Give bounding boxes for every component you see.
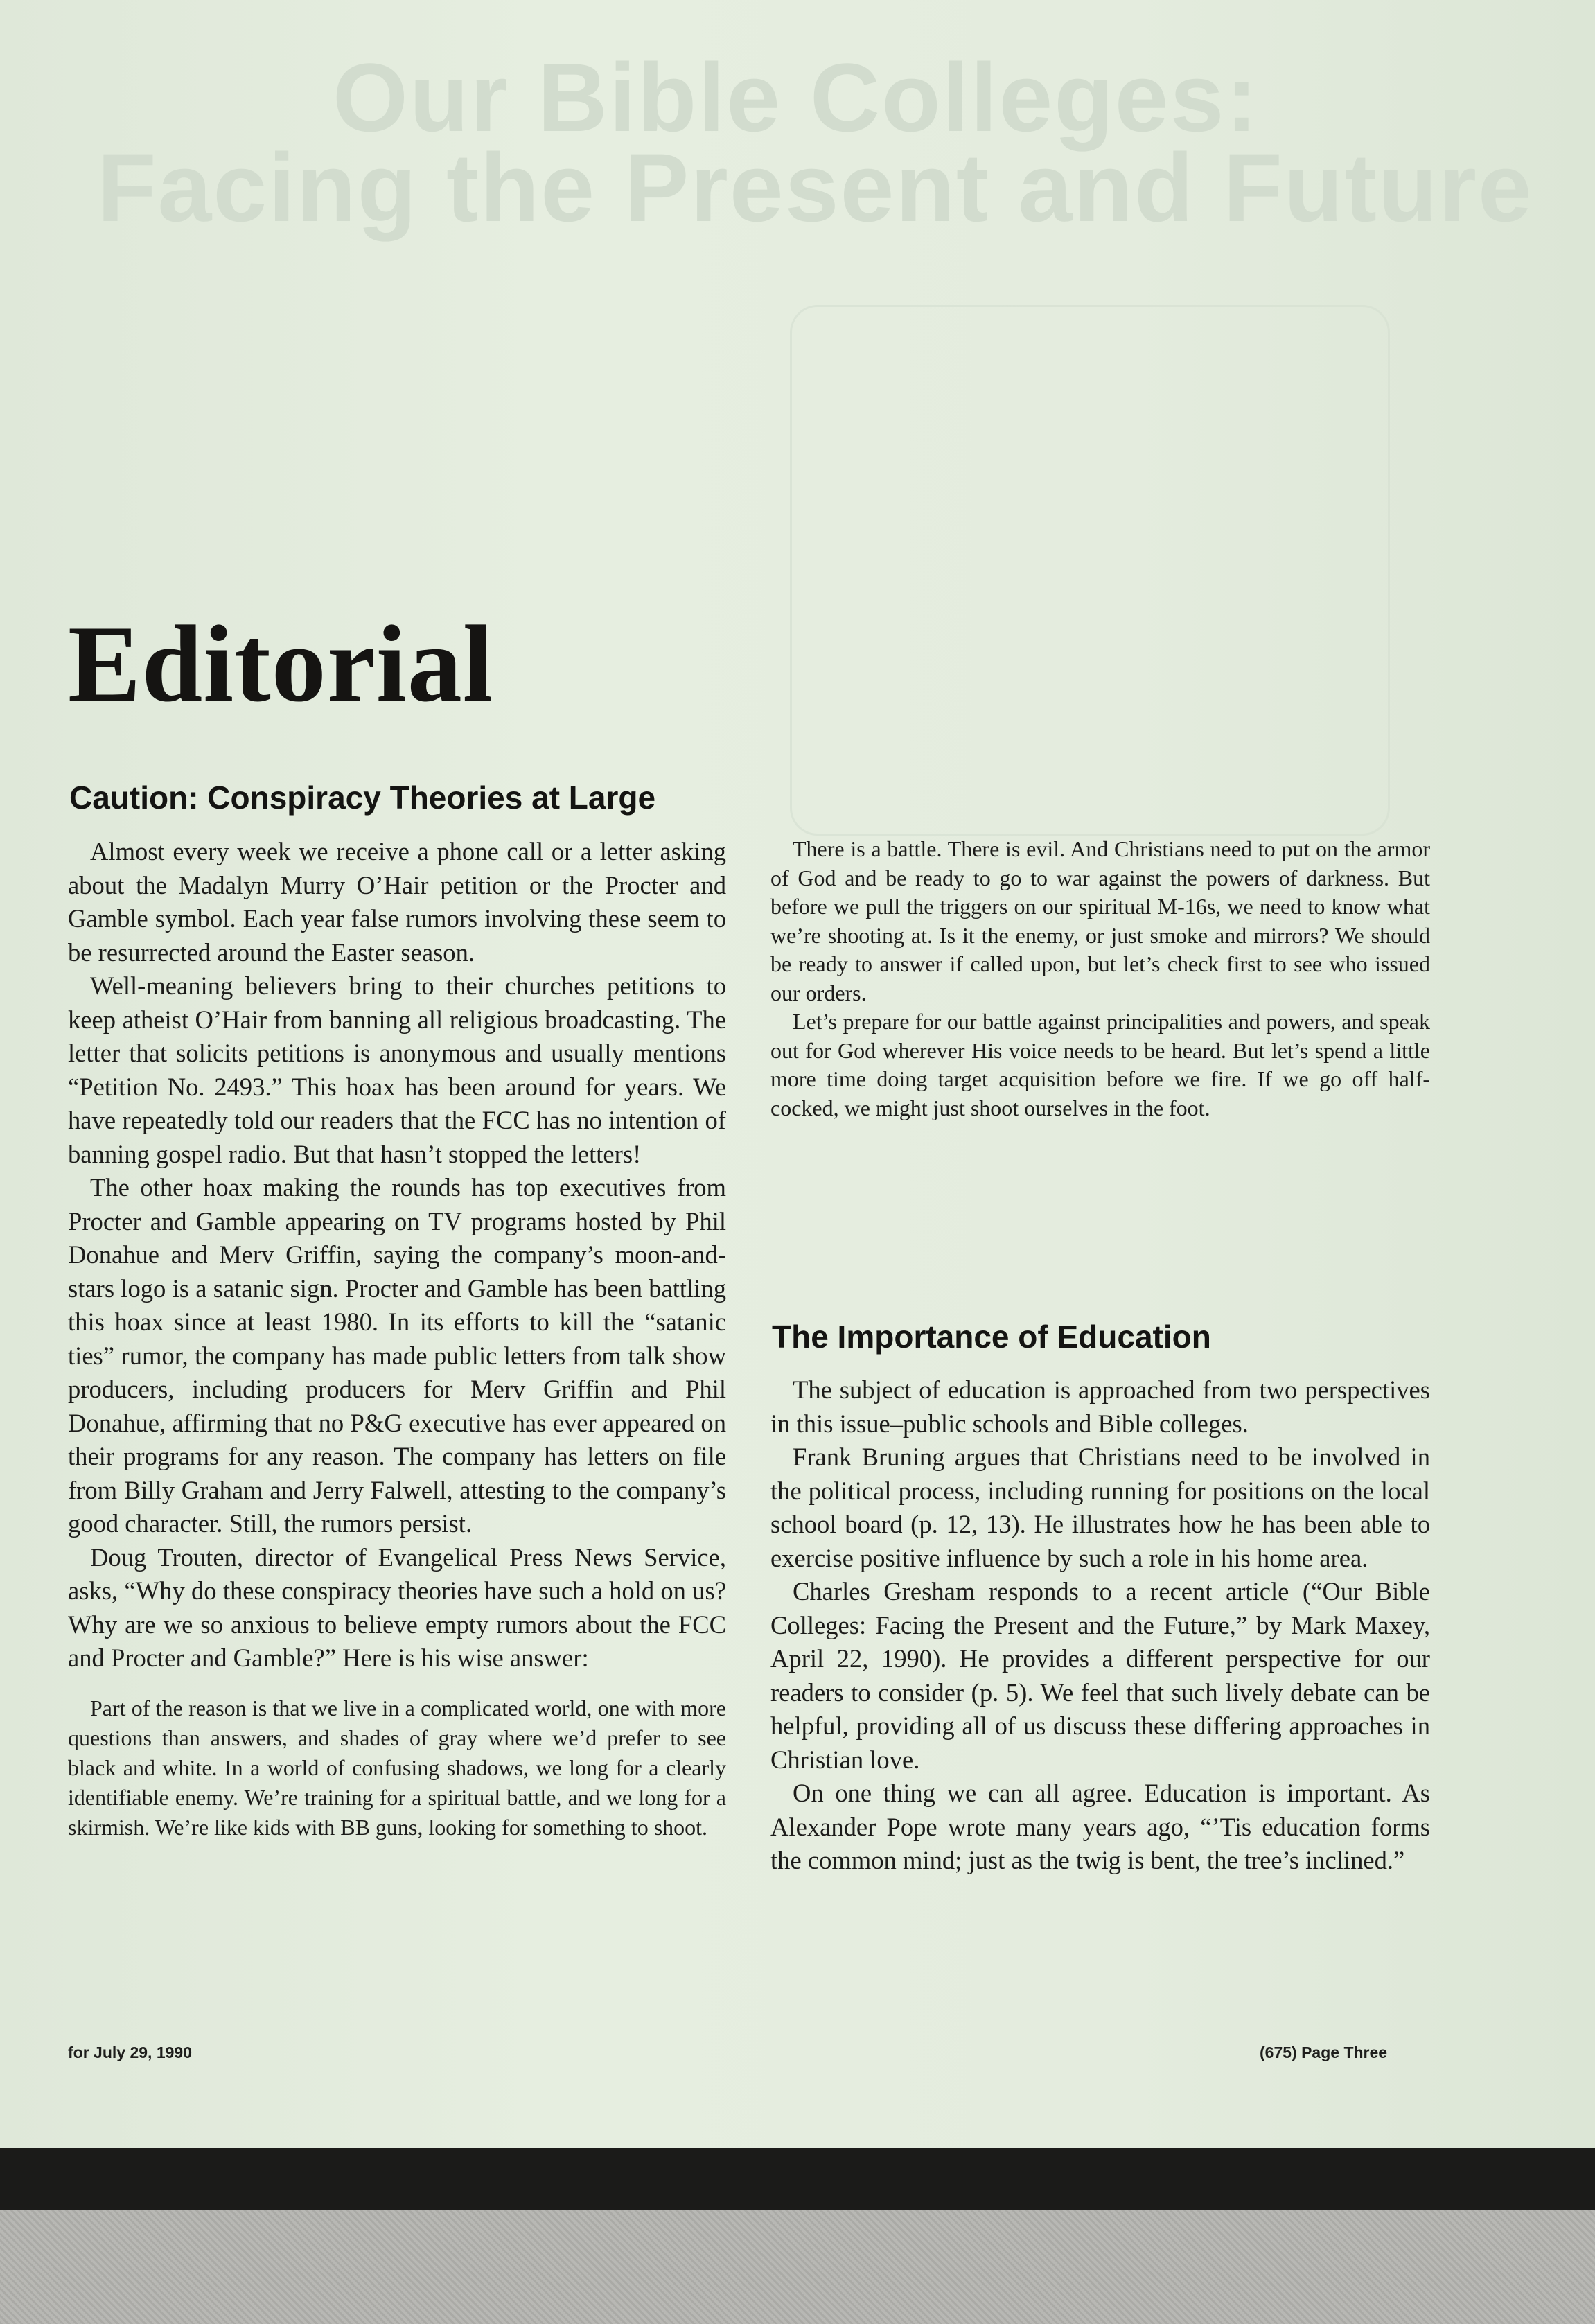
bleed-through-illustration — [790, 305, 1390, 836]
bleed-through-line-1: Our Bible Colleges: — [333, 43, 1260, 152]
background-fabric — [0, 2210, 1595, 2324]
article1-column-left — [68, 835, 726, 1842]
article2-paragraph: The subject of education is approached from two perspectives in this issue–public schools and Bible colleges. — [770, 1375, 1430, 1438]
bleed-through-line-2: Facing the Present and Future — [97, 133, 1533, 242]
footer-page-number: (675) Page Three — [1260, 2043, 1388, 2061]
block-quote: There is a battle. There is evil. And Christians need to put on the armor of God and be ready to go to war against the powers of darkness. But before we pull the triggers on our spiritual M-16s, we need to know what we’re shooting at. Is it the enemy, or just smoke and mirrors? We should be ready to answer if called upon, but let’s check first to see who issued our orders. — [770, 836, 1430, 1005]
footer-date: for July 29, 1990 — [68, 2043, 192, 2061]
article1-paragraph: Doug Trouten, director of Evangelical Press News Service, asks, “Why do these conspiracy theories have such a hold on us? Why are we so anxious to believe empty rumors about the FCC and Procter and Gamble?” Here is his wise answer: — [68, 1542, 726, 1672]
article1-heading: Caution: Conspiracy Theories at Large — [69, 780, 656, 816]
article2-heading: The Importance of Education — [772, 1319, 1211, 1355]
article1-paragraph: The other hoax making the rounds has top executives from Procter and Gamble appearing on TV programs hosted by Phil Donahue and Merv Griffin, saying the company’s moon-and-stars logo is a satanic sign. Procter and Gamble has been battling this hoax since at least 1980. In its efforts to kill the “satanic ties” rumor, the company has made public letters from talk show producers, including producers for Merv Griffin and Phil Donahue, affirming that no P&G executive has ever appeared on their programs for any reason. The company has letters on file from Billy Graham and Jerry Falwell, attesting to the company’s good character. Still, the rumors persist. — [68, 1173, 726, 1538]
block-quote: Let’s prepare for our battle against principalities and powers, and speak out for God wherever His voice needs to be heard. But let’s spend a little more time doing target acquisition before we fire. If we go off half-cocked, we might just shoot ourselves in the foot. — [770, 1009, 1430, 1120]
article1-paragraph: Well-meaning believers bring to their churches petitions to keep atheist O’Hair from banning all religious broadcasting. The letter that solicits petitions is anonymous and usually mentions “Petition No. 2493.” This hoax has been around for years. We have repeatedly told our readers that the FCC has no intention of banning gospel radio. But that hasn’t stopped the letters! — [68, 971, 726, 1168]
article1-column-right — [770, 835, 1430, 1123]
block-quote: Part of the reason is that we live in a complicated world, one with more questions than answers, and shades of gray where we’d prefer to see black and white. In a world of confusing shadows, we long for a clearly identifiable enemy. We’re training for a spiritual battle, and we long for a skirmish. We’re like kids with BB guns, looking for something to shoot. — [68, 1695, 726, 1840]
article2-column — [770, 1373, 1430, 1878]
editorial-title: Editorial — [68, 604, 494, 725]
article2-paragraph: Frank Bruning argues that Christians need to be involved in the political process, including running for positions on the local school board (p. 12, 13). He illustrates how he has been able to exercise positive influence by such a role in his home area. — [770, 1443, 1430, 1572]
article1-paragraph: Almost every week we receive a phone call or a letter asking about the Madalyn Murry O’Hair petition or the Procter and Gamble symbol. Each year false rumors involving these seem to be resurrected around the Easter season. — [68, 837, 726, 967]
article2-paragraph: On one thing we can all agree. Education is important. As Alexander Pope wrote many years ago, “’Tis education forms the common mind; just as the twig is bent, the tree’s inclined.” — [770, 1779, 1430, 1874]
article2-paragraph: Charles Gresham responds to a recent article (“Our Bible Colleges: Facing the Present and the Future,” by Mark Maxey, April 22, 1990). He provides a different perspective for our readers to consider (p. 5). We feel that such lively debate can be helpful, providing all of us discuss these differing approaches in Christian love. — [770, 1577, 1430, 1774]
